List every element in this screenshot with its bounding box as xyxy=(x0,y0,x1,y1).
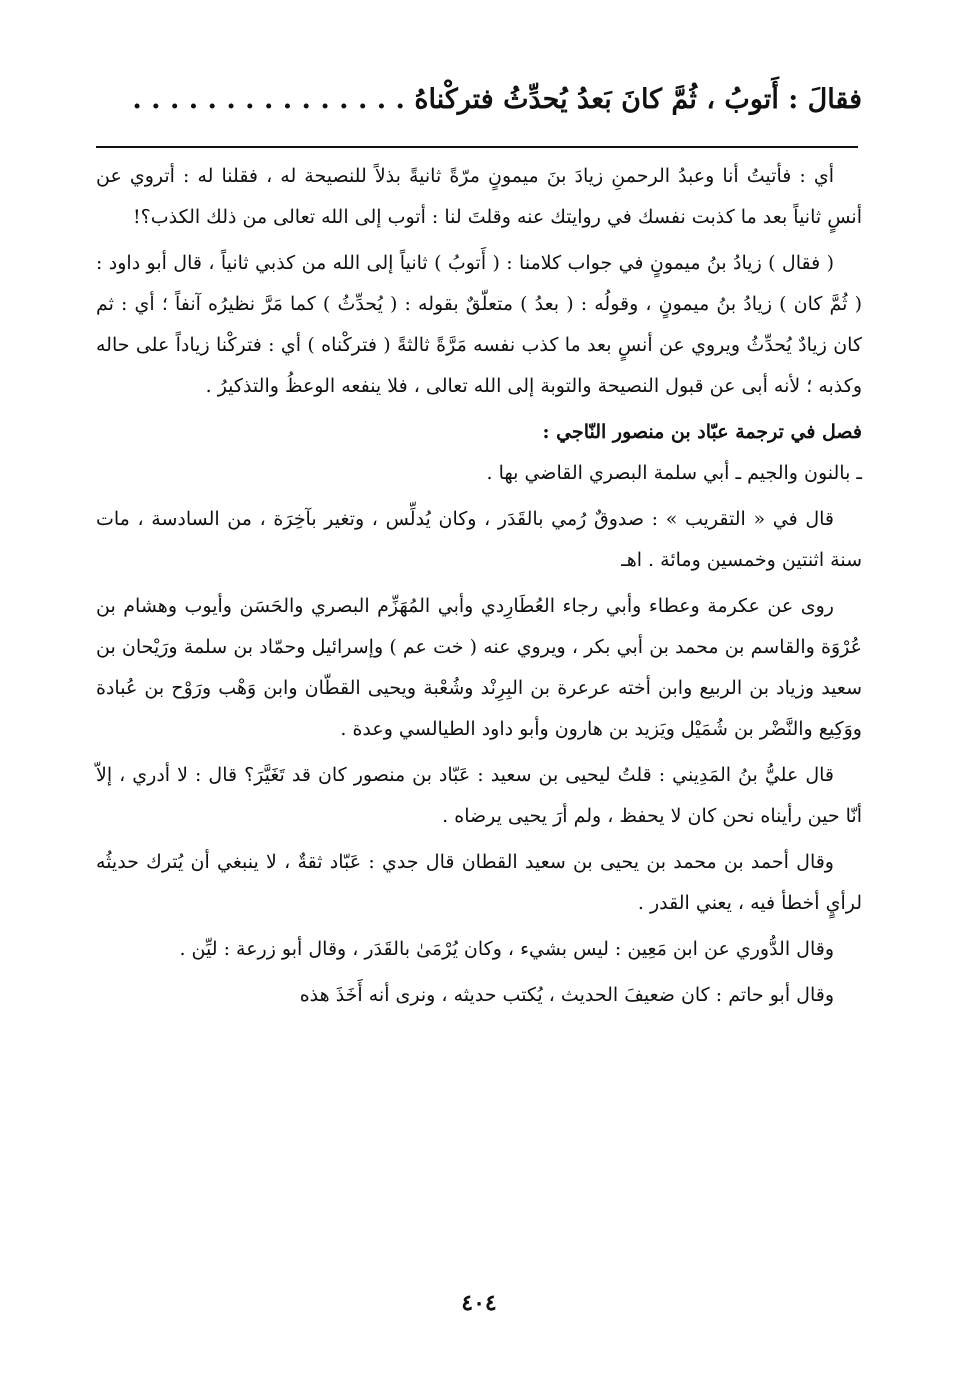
section-heading: فصل في ترجمة عبّاد بن منصور النّاجي : xyxy=(542,421,862,443)
section-paragraph-3: قال عليُّ بنُ المَدِيني : قلتُ ليحيى بن سعيد : عَبّاد بن منصور كان قد تَغَيَّرَ؟ قال : لا أدري ، إلاّ أنّا حين رأيناه نحن كان لا يحفظ ، ولم أرَ يحيى يرضاه . xyxy=(96,764,862,827)
section-paragraph-6: وقال أبو حاتم : كان ضعيفَ الحديث ، يُكتب حديثه ، ونرى أنه أَخَذَ هذه xyxy=(299,984,834,1006)
commentary-body xyxy=(96,156,862,1021)
section-paragraph-2: روى عن عكرمة وعطاء وأبي رجاء العُطَارِدي وأبي المُهَزِّم البصري والحَسَن وأيوب وهشام بن عُرْوَة والقاسم بن محمد بن أبي بكر ، ويروي عنه ( خت عم ) وإسرائيل وحمّاد بن سلمة ورَيْحان بن سعيد وزياد بن الربيع وابن أخته عرعرة بن البِرِنْد وشُعْبة ويحيى القطّان وابن وَهْب ورَوْح بن عُبادة ووَكِيع والنَّضْر بن شُمَيْل ويَزيد بن هارون وأبو داود الطيالسي وعدة . xyxy=(96,595,862,740)
separator-rule xyxy=(96,146,858,148)
page-number: ٤٠٤ xyxy=(461,1290,497,1316)
section-subtitle: ـ بالنون والجيم ـ أبي سلمة البصري القاضي بها . xyxy=(486,462,862,484)
section-paragraph-1: قال في « التقريب » : صدوقٌ رُمي بالقَدَر ، وكان يُدلِّس ، وتغير بآخِرَة ، من السادسة ، مات سنة اثنتين وخمسين ومائة . اهـ xyxy=(96,508,862,571)
hadith-text-header: فقالَ : أَتوبُ ، ثُمَّ كانَ بَعدُ يُحدِّثُ فتركْناهُ . . . . . . . . . . . . . . . xyxy=(132,84,862,115)
section-paragraph-4: وقال أحمد بن محمد بن يحيى بن سعيد القطان قال جدي : عَبّاد ثقةٌ ، لا ينبغي أن يُترك حديثُه لرأيٍ أخطأ فيه ، يعني القدر . xyxy=(96,851,862,914)
commentary-paragraph-2: ( فقال ) زيادُ بنُ ميمونٍ في جواب كلامنا : ( أَتوبُ ) ثانياً إلى الله من كذبي ثانياً ، قال أبو داود : ( ثُمَّ كان ) زيادُ بنُ ميمونٍ ، وقولُه : ( بعدُ ) متعلّقٌ بقوله : ( يُحدِّثُ ) كما مَرَّ نظيرُه آنفاً ؛ أي : ثم كان زيادٌ يُحدِّثُ ويروي عن أنسٍ بعد ما كذب نفسه مَرَّةً ثالثةً ( فتركْناه ) أي : فتركْنا زياداً على حاله وكذبه ؛ لأنه أبى عن قبول النصيحة والتوبة إلى الله تعالى ، فلا ينفعه الوعظُ والتذكيرُ . xyxy=(96,252,862,397)
section-paragraph-5: وقال الدُّوري عن ابن مَعِين : ليس بشيء ، وكان يُرْمَىٰ بالقَدَر ، وقال أبو زرعة : ليِّن . xyxy=(179,938,834,960)
commentary-paragraph-1: أي : فأتيتُ أنا وعبدُ الرحمنِ زيادَ بنَ ميمونٍ مرّةً ثانيةً بذلاً للنصيحة له ، فقلنا له : أتروي عن أنسٍ ثانياً بعد ما كذبت نفسك في روايتك عنه وقلتَ لنا : أتوب إلى الله تعالى من ذلك الكذب؟! xyxy=(96,165,862,228)
